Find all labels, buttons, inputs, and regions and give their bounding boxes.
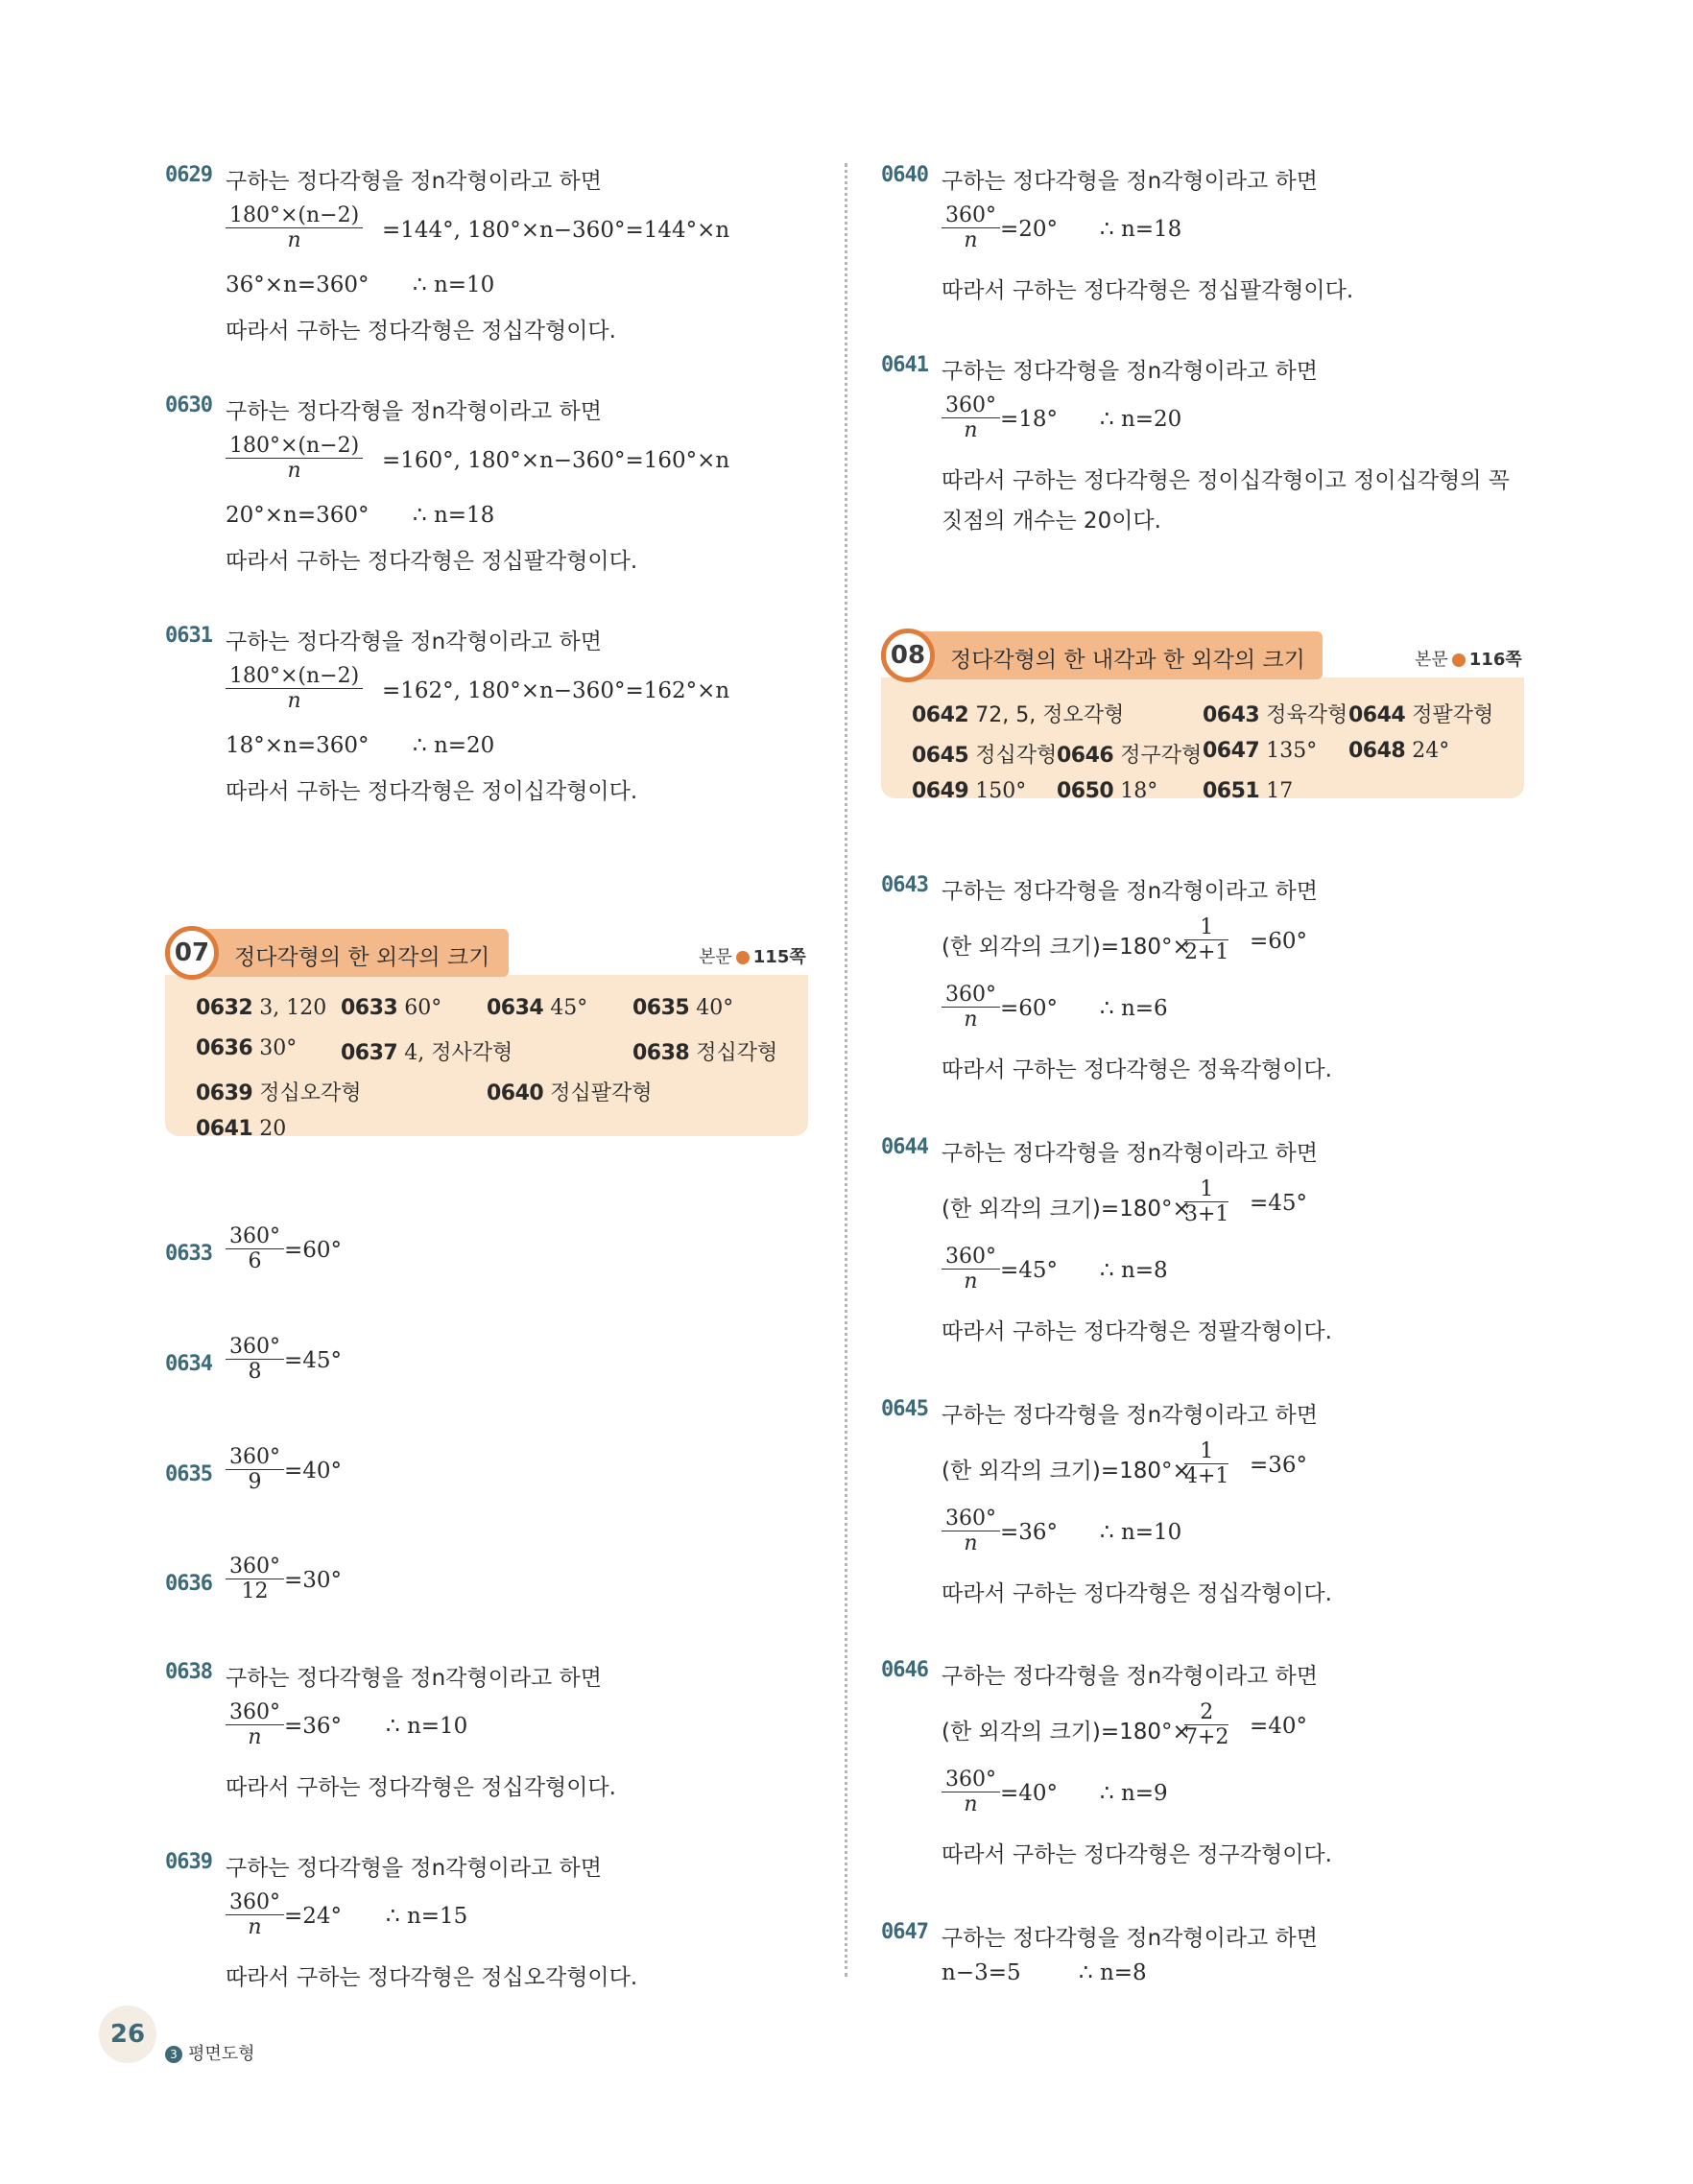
fraction: 360° 6 [226, 1224, 284, 1273]
problem-number: 0629 [165, 163, 212, 187]
answer-item: 0633 60° [341, 996, 442, 1020]
fraction: 360° n [226, 1890, 284, 1939]
answer-item: 0640 정십팔각형 [487, 1081, 653, 1105]
page-number: 26 [99, 2006, 156, 2063]
result-text: 따라서 구하는 정다각형은 정십각형이다. [226, 1775, 616, 1800]
answer-item: 0642 72, 5, 정오각형 [912, 703, 1125, 727]
equation-rest: =144°, 180°×n−360°=144°×n [382, 218, 730, 243]
section-badge: 07 [165, 926, 219, 980]
conclusion: ∴ n=6 [1100, 996, 1168, 1021]
equation-rest: =45° [1000, 1258, 1059, 1283]
answer-item: 0649 150° [912, 779, 1027, 803]
fraction: 360° 8 [226, 1335, 284, 1384]
equation-rest: =36° [1000, 1520, 1059, 1545]
conclusion: ∴ n=15 [386, 1904, 468, 1929]
result-text: 따라서 구하는 정다각형은 정이십각형이다. [226, 779, 638, 804]
answer-item: 0635 40° [632, 996, 734, 1020]
equation-rest: =45° [284, 1348, 343, 1373]
conclusion: ∴ n=10 [386, 1714, 468, 1739]
fraction: 360° 12 [226, 1555, 284, 1603]
equation-rest: =60° [1000, 996, 1059, 1021]
fraction: 360° n [226, 1700, 284, 1749]
fraction: 180°×(n−2) n [226, 203, 363, 252]
equation: 20°×n=360° [226, 503, 370, 528]
fraction: 360° n [942, 203, 1000, 252]
answer-item: 0638 정십각형 [632, 1041, 778, 1065]
problem-number: 0638 [165, 1660, 212, 1684]
problem-number: 0639 [165, 1850, 212, 1874]
fraction: 1 3+1 [1184, 1177, 1229, 1226]
intro-text: 구하는 정다각형을 정n각형이라고 하면 [226, 399, 602, 424]
conclusion: ∴ n=20 [1100, 407, 1182, 432]
intro-text: 구하는 정다각형을 정n각형이라고 하면 [226, 1666, 602, 1691]
intro-text: 구하는 정다각형을 정n각형이라고 하면 [226, 629, 602, 654]
conclusion: ∴ n=18 [413, 503, 495, 528]
fraction: 180°×(n−2) n [226, 434, 363, 483]
result-text: 따라서 구하는 정다각형은 정구각형이다. [942, 1842, 1332, 1867]
conclusion: ∴ n=20 [413, 733, 495, 758]
intro-text: 구하는 정다각형을 정n각형이라고 하면 [226, 169, 602, 194]
equation-rest: =45° [1250, 1191, 1308, 1216]
section-title: 정다각형의 한 내각과 한 외각의 크기 [950, 648, 1305, 673]
equation-rest: =24° [284, 1904, 343, 1929]
fraction: 360° n [942, 1507, 1000, 1555]
intro-text: 구하는 정다각형을 정n각형이라고 하면 [942, 169, 1318, 194]
answer-item: 0643 정육각형 [1203, 703, 1348, 727]
equation-rest: =30° [284, 1568, 343, 1593]
result-text-continued: 짓점의 개수는 20이다. [942, 509, 1161, 534]
problem-number: 0646 [881, 1658, 928, 1682]
equation-rest: =160°, 180°×n−360°=160°×n [382, 448, 730, 473]
intro-text: 구하는 정다각형을 정n각형이라고 하면 [942, 359, 1318, 384]
arrow-circle-icon [736, 951, 750, 964]
answer-item: 0636 30° [196, 1036, 298, 1060]
result-text: 따라서 구하는 정다각형은 정십오각형이다. [226, 1965, 638, 1990]
result-text: 따라서 구하는 정다각형은 정십팔각형이다. [942, 278, 1354, 303]
answer-item: 0648 24° [1348, 739, 1450, 763]
result-text: 따라서 구하는 정다각형은 정십팔각형이다. [226, 549, 638, 574]
intro-text: 구하는 정다각형을 정n각형이라고 하면 [942, 1926, 1318, 1951]
fraction: 360° 9 [226, 1445, 284, 1494]
conclusion: ∴ n=9 [1100, 1781, 1168, 1806]
fraction: 180°×(n−2) n [226, 664, 363, 713]
column-divider [845, 163, 847, 1977]
equation-rest: =36° [1250, 1453, 1308, 1478]
equation-rest: =36° [284, 1714, 343, 1739]
fraction: 1 2+1 [1184, 915, 1229, 964]
intro-text: 구하는 정다각형을 정n각형이라고 하면 [942, 1664, 1318, 1689]
fraction: 2 7+2 [1184, 1700, 1229, 1749]
answer-item: 0637 4, 정사각형 [341, 1041, 513, 1065]
equation: 36°×n=360° [226, 273, 370, 297]
intro-text: 구하는 정다각형을 정n각형이라고 하면 [942, 1141, 1318, 1166]
problem-number: 0643 [881, 873, 928, 897]
arrow-circle-icon [1452, 653, 1466, 667]
section-07-answer-box [165, 929, 808, 1178]
intro-text: 구하는 정다각형을 정n각형이라고 하면 [226, 1856, 602, 1881]
textbook-page-ref[interactable]: 본문 115쪽 [699, 947, 806, 967]
equation-rest: =40° [1000, 1781, 1059, 1806]
conclusion: ∴ n=8 [1079, 1960, 1147, 1985]
equation-rest: =40° [1250, 1714, 1308, 1739]
equation-rest: =60° [284, 1238, 343, 1263]
section-title: 정다각형의 한 외각의 크기 [234, 945, 490, 970]
result-text: 따라서 구하는 정다각형은 정팔각형이다. [942, 1319, 1332, 1344]
answer-item: 0632 3, 120 [196, 996, 327, 1020]
conclusion: ∴ n=18 [1100, 217, 1182, 242]
result-text: 따라서 구하는 정다각형은 정이십각형이고 정이십각형의 꼭 [942, 468, 1511, 493]
equation-rest: =20° [1000, 217, 1059, 242]
answer-item: 0650 18° [1057, 779, 1158, 803]
conclusion: ∴ n=8 [1100, 1258, 1168, 1283]
problem-number: 0647 [881, 1920, 928, 1944]
conclusion: ∴ n=10 [1100, 1520, 1182, 1545]
answer-item: 0634 45° [487, 996, 588, 1020]
equation: 18°×n=360° [226, 733, 370, 758]
exterior-angle-formula: (한 외각의 크기)=180°× [942, 935, 1191, 960]
problem-number: 0644 [881, 1135, 928, 1159]
answer-item: 0646 정구각형 [1057, 744, 1203, 768]
answer-item: 0639 정십오각형 [196, 1081, 362, 1105]
equation: n−3=5 [942, 1960, 1021, 1985]
result-text: 따라서 구하는 정다각형은 정십각형이다. [942, 1581, 1332, 1606]
answer-item: 0644 정팔각형 [1348, 703, 1494, 727]
equation-rest: =18° [1000, 407, 1059, 432]
exterior-angle-formula: (한 외각의 크기)=180°× [942, 1197, 1191, 1222]
problem-number: 0634 [165, 1352, 212, 1376]
problem-number: 0645 [881, 1397, 928, 1421]
problem-number: 0633 [165, 1242, 212, 1266]
textbook-page-ref[interactable]: 본문 116쪽 [1415, 650, 1522, 670]
equation-rest: =60° [1250, 929, 1308, 954]
intro-text: 구하는 정다각형을 정n각형이라고 하면 [942, 1403, 1318, 1428]
conclusion: ∴ n=10 [413, 273, 495, 297]
equation-rest: =40° [284, 1459, 343, 1484]
fraction: 360° n [942, 1245, 1000, 1294]
problem-number: 0641 [881, 353, 928, 377]
problem-number: 0636 [165, 1572, 212, 1596]
result-text: 따라서 구하는 정다각형은 정십각형이다. [226, 319, 616, 344]
section-badge: 08 [881, 629, 935, 682]
answer-item: 0647 135° [1203, 739, 1318, 763]
answer-item: 0651 17 [1203, 779, 1294, 803]
fraction: 360° n [942, 983, 1000, 1032]
equation-rest: =162°, 180°×n−360°=162°×n [382, 678, 730, 703]
answer-item: 0645 정십각형 [912, 744, 1058, 768]
chapter-label: 3 평면도형 [165, 2040, 255, 2065]
problem-number: 0630 [165, 393, 212, 417]
problem-number: 0635 [165, 1462, 212, 1486]
result-text: 따라서 구하는 정다각형은 정육각형이다. [942, 1057, 1332, 1082]
intro-text: 구하는 정다각형을 정n각형이라고 하면 [942, 879, 1318, 904]
fraction: 1 4+1 [1184, 1439, 1229, 1488]
exterior-angle-formula: (한 외각의 크기)=180°× [942, 1459, 1191, 1484]
exterior-angle-formula: (한 외각의 크기)=180°× [942, 1720, 1191, 1745]
answer-item: 0641 20 [196, 1117, 287, 1141]
chapter-number-badge: 3 [165, 2046, 182, 2063]
problem-number: 0631 [165, 624, 212, 648]
fraction: 360° n [942, 393, 1000, 442]
fraction: 360° n [942, 1768, 1000, 1816]
problem-number: 0640 [881, 163, 928, 187]
section-08-answer-box [881, 631, 1524, 843]
